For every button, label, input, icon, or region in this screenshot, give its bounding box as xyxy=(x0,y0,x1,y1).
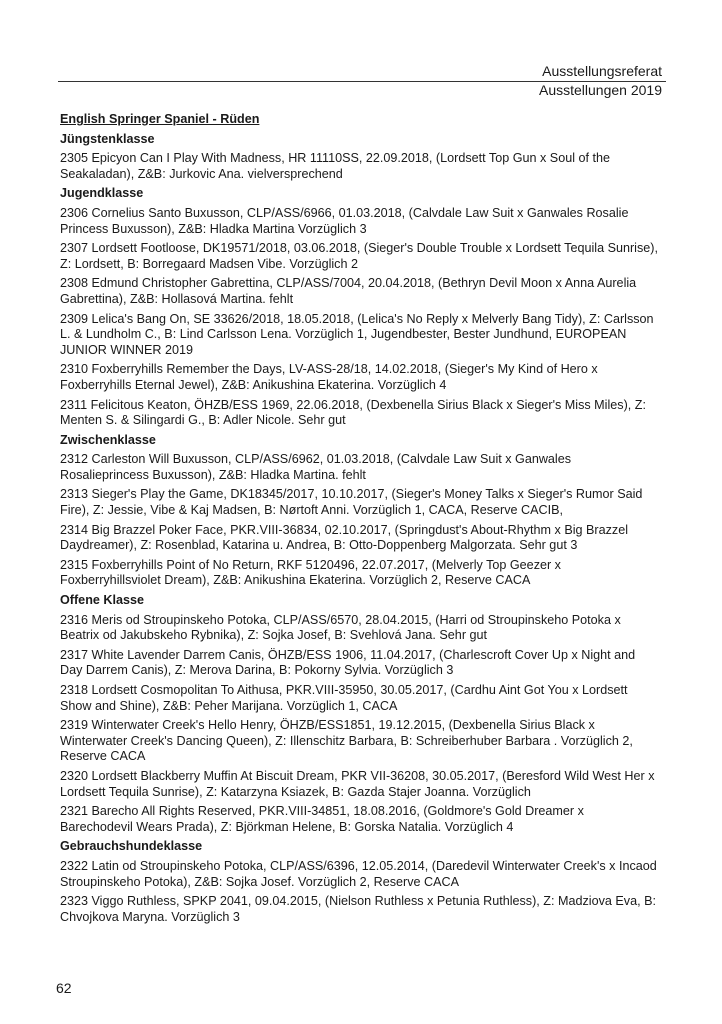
entry-2313: 2313 Sieger's Play the Game, DK18345/2017, 10.10.2017, (Sieger's Money Talks x Sieger's Rumor Said Fire), Z: Jessie, Vibe & Kaj Madsen, B: Nørtoft Anni. Vorzüglich 1, CACA, Reserve CACIB, xyxy=(60,487,643,518)
page-number: 62 xyxy=(56,980,72,996)
class-heading-jugendklasse: Jugendklasse xyxy=(60,186,144,201)
entry-2321: 2321 Barecho All Rights Reserved, PKR.VIII-34851, 18.08.2016, (Goldmore's Gold Dreamer x Barechodevil Wears Prada), Z: Björkman Helene, B: Gorska Natalia. Vorzüglich 4 xyxy=(60,804,584,834)
entry-2307: 2307 Lordsett Footloose, DK19571/2018, 03.06.2018, (Sieger's Double Trouble x Lordsett Tequila Sunrise), Z: Lordsett, B: Borregaard Madsen Vibe. Vorzüglich 2 xyxy=(60,241,658,271)
entry-2311: 2311 Felicitous Keaton, ÖHZB/ESS 1969, 22.06.2018, (Dexbenella Sirius Black x Sieger's Miss Miles), Z: Menten S. & Silingardi G., B: Adler Nicole. Sehr gut xyxy=(60,397,646,428)
entry-2312: 2312 Carleston Will Buxusson, CLP/ASS/6962, 01.03.2018, (Calvdale Law Suit x Ganwales Rosalieprincess Buxusson), Z&B: Hladka Martina. fehlt xyxy=(60,452,572,482)
class-heading-juengstenklasse: Jüngstenklasse xyxy=(60,131,155,146)
entry-2319: 2319 Winterwater Creek's Hello Henry, ÖHZB/ESS1851, 19.12.2015, (Dexbenella Sirius Black x Winterwater Creek's Dancing Queen), Z: Illenschitz Barbara, B: Schreiberhuber Barbara . Vorzüglich 2, Reserve CACA xyxy=(60,718,633,764)
header-title: Ausstellungsreferat xyxy=(542,63,662,79)
entry-2308: 2308 Edmund Christopher Gabrettina, CLP/ASS/7004, 20.04.2018, (Bethryn Devil Moon x Anna Aurelia Gabrettina), Z&B: Hollasová Martina. fehlt xyxy=(60,276,637,306)
entry-2320: 2320 Lordsett Blackberry Muffin At Biscuit Dream, PKR VII-36208, 30.05.2017, (Beresford Wild West Her x Lordsett Tequila Sunrise), Z: Katarzyna Ksiazek, B: Gazda Stajer Joanna. Vorzüglich xyxy=(60,768,655,799)
header-subtitle: Ausstellungen 2019 xyxy=(539,82,662,98)
entry-2322: 2322 Latin od Stroupinskeho Potoka, CLP/ASS/6396, 12.05.2014, (Daredevil Winterwater Creek's x Incaod Stroupinskeho Potoka), Z&B: Sojka Josef. Vorzüglich 2, Reserve CACA xyxy=(60,858,657,889)
entry-2318: 2318 Lordsett Cosmopolitan To Aithusa, PKR.VIII-35950, 30.05.2017, (Cardhu Aint Got You x Lordsett Show and Shine), Z&B: Peher Marijana. Vorzüglich 1, CACA xyxy=(60,683,628,713)
section-title: English Springer Spaniel - Rüden xyxy=(60,112,260,126)
page-header xyxy=(58,62,666,99)
entry-2323: 2323 Viggo Ruthless, SPKP 2041, 09.04.2015, (Nielson Ruthless x Petunia Ruthless), Z: Madziova Eva, B: Chvojkova Maryna. Vorzüglich 3 xyxy=(60,894,656,924)
class-heading-offene-klasse: Offene Klasse xyxy=(60,593,144,608)
entry-2310: 2310 Foxberryhills Remember the Days, LV-ASS-28/18, 14.02.2018, (Sieger's My Kind of Hero x Foxberryhills Eternal Jewel), Z&B: Anikushina Ekaterina. Vorzüglich 4 xyxy=(60,362,598,392)
entry-2316: 2316 Meris od Stroupinskeho Potoka, CLP/ASS/6570, 28.04.2015, (Harri od Stroupinskeho Potoka x Beatrix od Jakubskeho Rybnika), Z: Sojka Josef, B: Svehlová Jana. Sehr gut xyxy=(60,612,621,643)
entry-2314: 2314 Big Brazzel Poker Face, PKR.VIII-36834, 02.10.2017, (Springdust's About-Rhythm x Big Brazzel Daydreamer), Z: Rosenblad, Katarina u. Andrea, B: Otto-Doppenberg Malgorzata. Sehr gut 3 xyxy=(60,522,629,553)
entry-2317: 2317 White Lavender Darrem Canis, ÖHZB/ESS 1906, 11.04.2017, (Charlescroft Cover Up x Night and Day Darrem Canis), Z: Merova Darina, B: Pokorny Sylvia. Vorzüglich 3 xyxy=(60,647,636,678)
document-body xyxy=(60,112,660,929)
class-heading-zwischenklasse: Zwischenklasse xyxy=(60,432,156,447)
entry-2305: 2305 Epicyon Can I Play With Madness, HR 11110SS, 22.09.2018, (Lordsett Top Gun x Soul of the Seakaladan), Z&B: Jurkovic Ana. vielversprechend xyxy=(60,151,611,181)
entry-2315: 2315 Foxberryhills Point of No Return, RKF 5120496, 22.07.2017, (Melverly Top Geezer x Foxberryhillsviolet Dream), Z&B: Anikushina Ekaterina. Vorzüglich 2, Reserve CACA xyxy=(60,557,561,588)
entry-2306: 2306 Cornelius Santo Buxusson, CLP/ASS/6966, 01.03.2018, (Calvdale Law Suit x Ganwales Rosalie Princess Buxusson), Z&B: Hladka Martina Vorzüglich 3 xyxy=(60,205,629,236)
entry-2309: 2309 Lelica's Bang On, SE 33626/2018, 18.05.2018, (Lelica's No Reply x Melverly Bang Tidy), Z: Carlsson L. & Lundholm C., B: Lind Carlsson Lena. Vorzüglich 1, Jugendbester, Bester Jundhund, EUROPEAN JUNIOR WINNER 2019 xyxy=(60,311,654,357)
class-heading-gebrauchshundeklasse: Gebrauchshundeklasse xyxy=(60,839,203,854)
